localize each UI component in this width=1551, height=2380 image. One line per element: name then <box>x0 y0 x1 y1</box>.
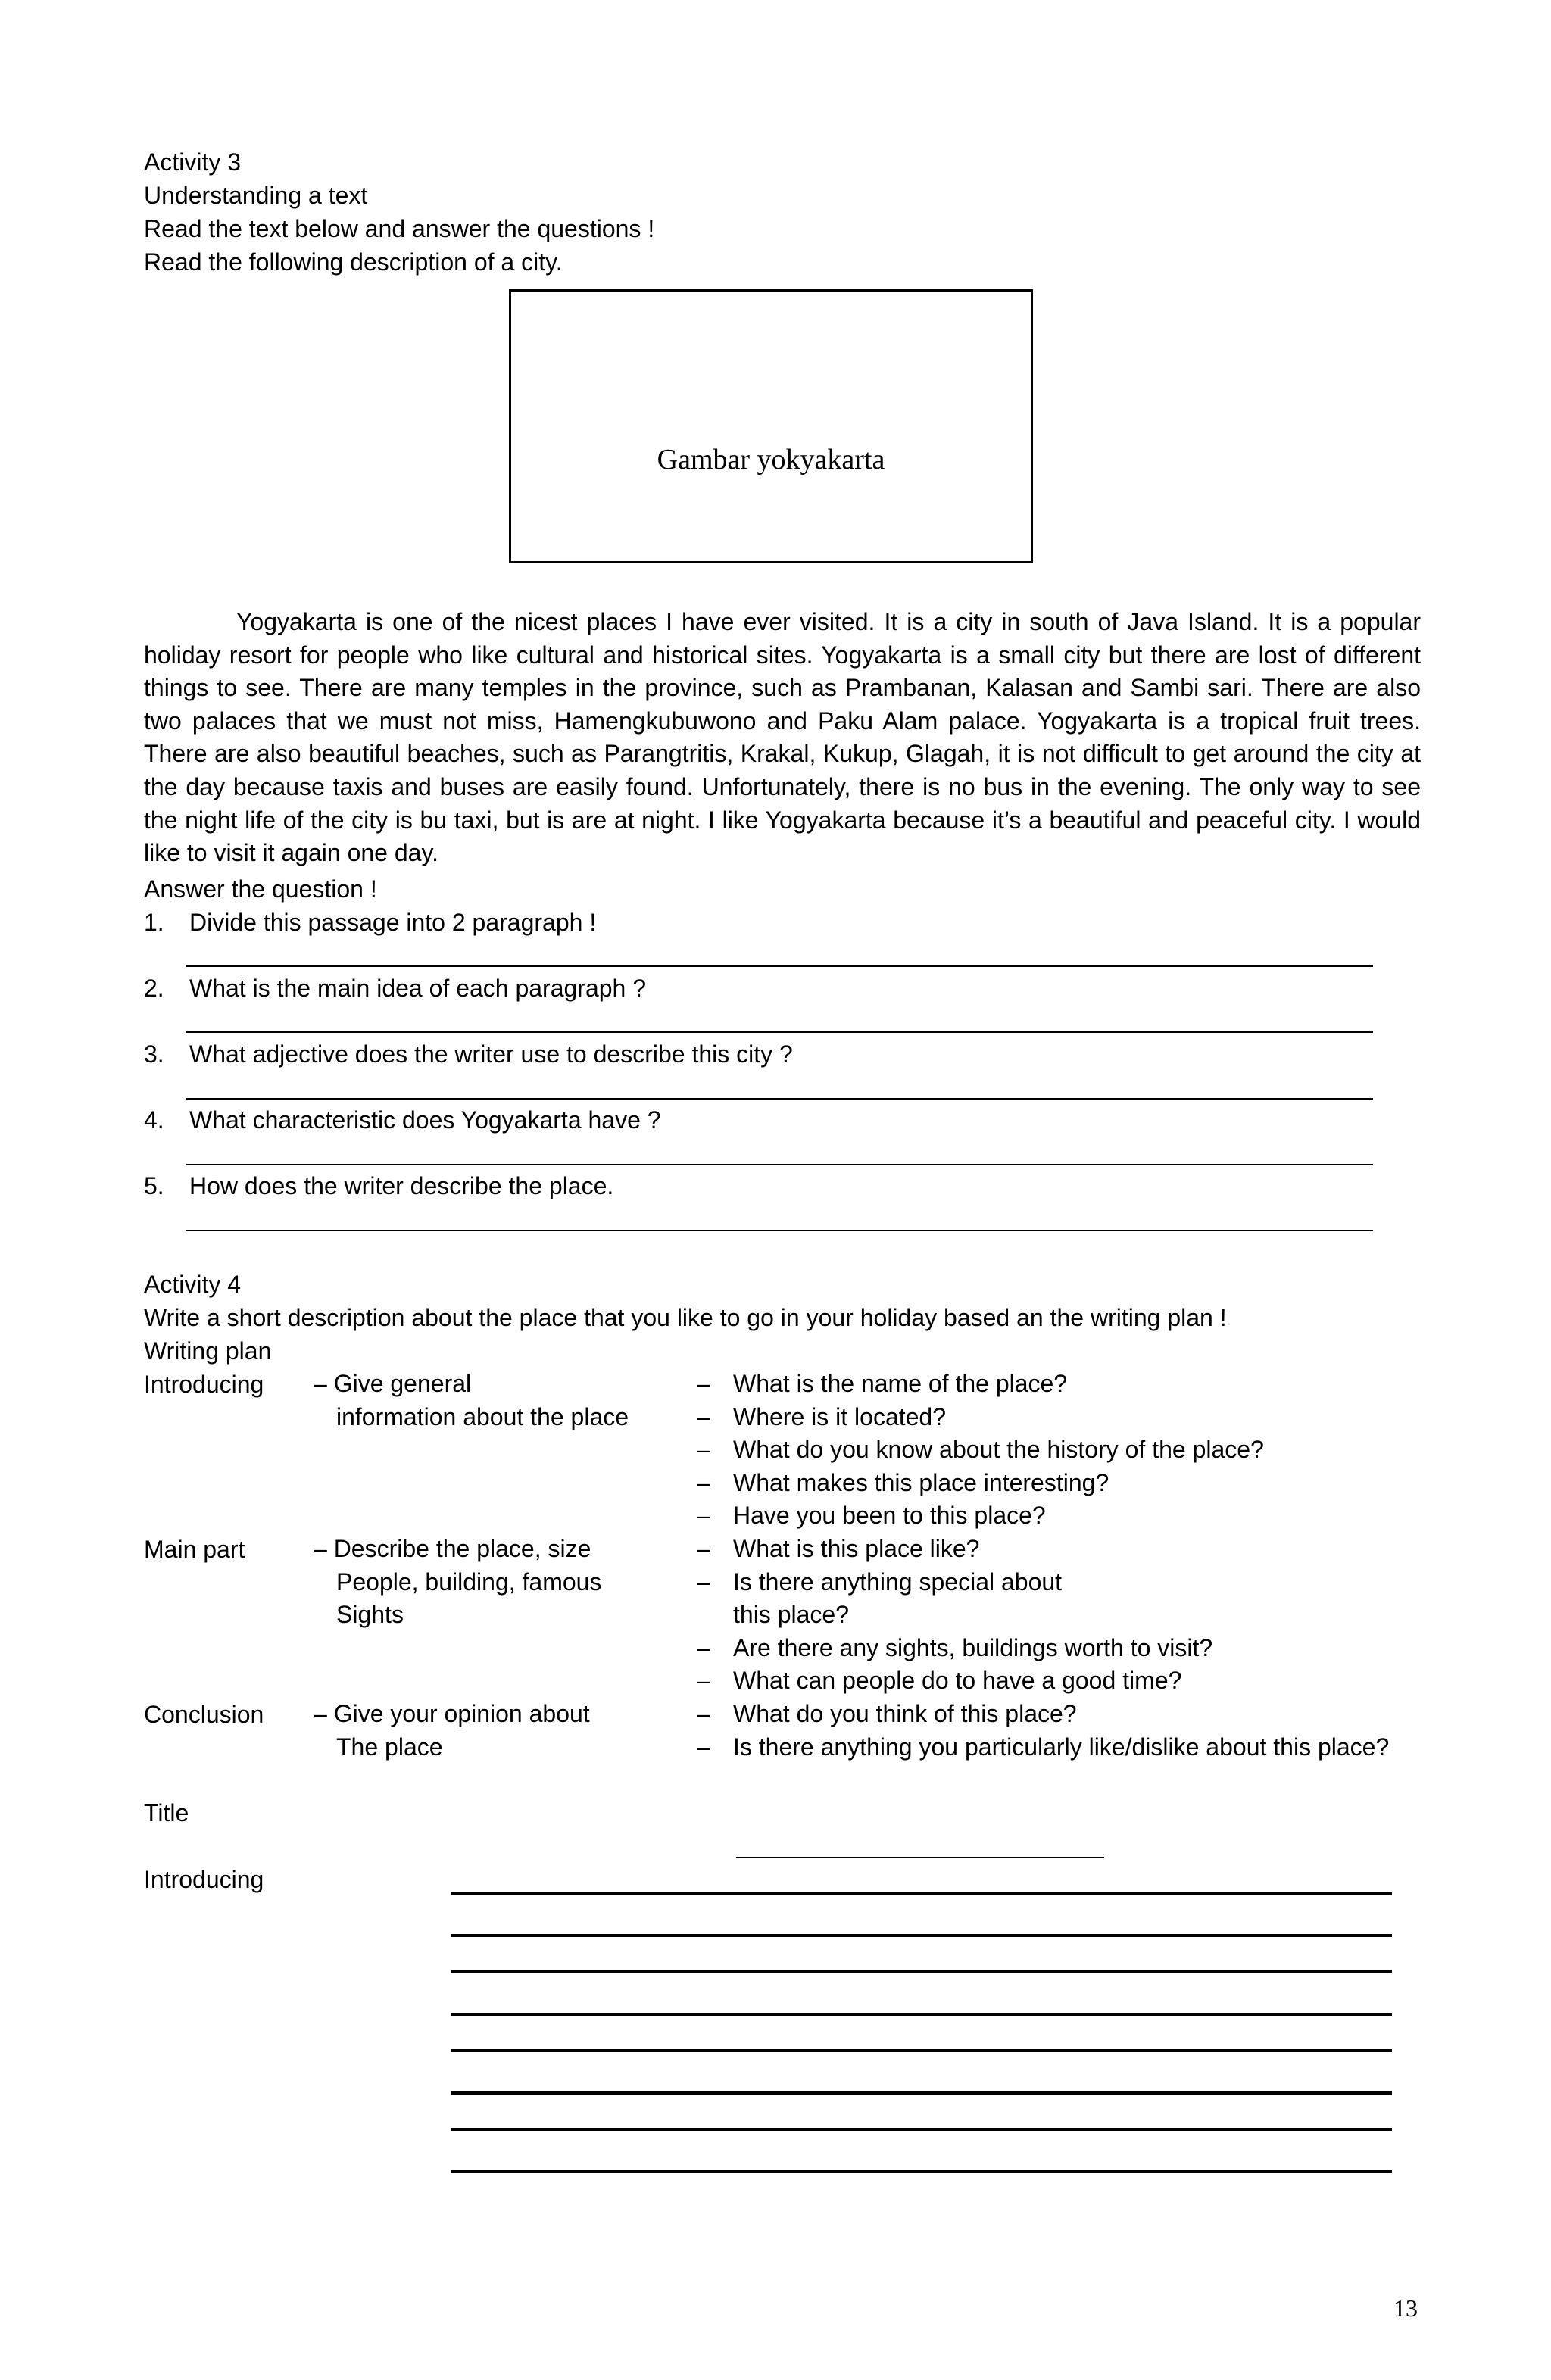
plan-desc-line: People, building, famous <box>336 1567 602 1596</box>
question-text: What characteristic does Yogyakarta have ? <box>189 1106 661 1134</box>
plan-section-questions <box>697 1368 1264 1533</box>
plan-desc-line: Sights <box>336 1601 404 1629</box>
activity3-instruction-1: Read the text below and answer the questions ! <box>144 215 655 242</box>
image-caption: Gambar yokyakarta <box>657 444 885 476</box>
plan-question: – What is this place like? <box>697 1535 980 1562</box>
question-number: 1. <box>144 909 164 936</box>
plan-desc-line: – Give general <box>314 1370 472 1397</box>
writing-line[interactable] <box>451 2091 1392 2095</box>
plan-question-continuation: this place? <box>733 1601 849 1629</box>
writing-line[interactable] <box>451 1934 1392 1937</box>
plan-question: – Is there anything you particularly like/dislike about this place? <box>697 1733 1390 1761</box>
writing-line[interactable] <box>451 1892 1392 1895</box>
plan-section-description <box>314 1698 590 1764</box>
reading-passage <box>144 606 1421 870</box>
passage-text: Yogyakarta is one of the nicest places I have ever visited. It is a city in south of Java Island. It is a popular holiday resort for people who like cultural and historical sites. Yogyakarta is a small city but there are lost of different things to see. There are many temples in the province, such as Prambanan, Kalasan and Sambi sari. There are also two palaces that we must not miss, Hamengkubuwono and Paku Alam palace. Yogyakarta is a tropical fruit trees. There are also beautiful beaches, such as Parangtritis, Krakal, Kukup, Glagah, it is not difficult to get around the city at the day because taxis and buses are easily found. Unfortunately, there is no bus in the evening. The only way to see the night life of the city is bu taxi, but is are at night. I like Yogyakarta because it’s a beautiful and peaceful city. I would like to visit it again one day. <box>144 608 1421 867</box>
plan-section-questions <box>697 1698 1389 1764</box>
writing-line[interactable] <box>451 2049 1392 2052</box>
title-label: Title <box>144 1799 189 1826</box>
plan-question: – Are there any sights, buildings worth to visit? <box>697 1633 1213 1661</box>
questions-heading: Answer the question ! <box>144 875 377 903</box>
activity3-subtitle: Understanding a text <box>144 182 368 209</box>
plan-question: – What is the name of the place? <box>697 1370 1068 1397</box>
plan-section-description <box>314 1533 601 1632</box>
plan-section-questions <box>697 1533 1212 1698</box>
plan-question: – Is there anything special about <box>697 1567 1063 1596</box>
plan-desc-line: – Describe the place, size <box>314 1535 591 1562</box>
introducing-label: Introducing <box>144 1866 264 1893</box>
activity3-header <box>144 145 654 279</box>
title-answer-line[interactable] <box>736 1857 1104 1858</box>
plan-question: – Where is it located? <box>697 1402 947 1430</box>
plan-question: – What can people do to have a good time? <box>697 1667 1182 1695</box>
question-text: Divide this passage into 2 paragraph ! <box>189 909 597 936</box>
writing-plan-heading: Writing plan <box>144 1337 272 1365</box>
answer-line[interactable] <box>186 1098 1373 1100</box>
plan-section-label: Conclusion <box>144 1701 264 1728</box>
writing-line[interactable] <box>451 2013 1392 2016</box>
plan-question: – What do you think of this place? <box>697 1700 1077 1727</box>
plan-question: – Have you been to this place? <box>697 1502 1046 1530</box>
writing-line[interactable] <box>451 2128 1392 2131</box>
answer-line[interactable] <box>186 1164 1373 1165</box>
page-number: 13 <box>1393 2294 1418 2322</box>
plan-desc-line: The place <box>336 1733 443 1761</box>
plan-section-label: Introducing <box>144 1371 264 1398</box>
activity3-title: Activity 3 <box>144 148 242 176</box>
plan-desc-line: – Give your opinion about <box>314 1700 590 1727</box>
answer-line[interactable] <box>186 1230 1373 1231</box>
plan-section-label: Main part <box>144 1536 245 1563</box>
image-placeholder <box>509 289 1033 563</box>
plan-section-description <box>314 1368 629 1433</box>
plan-question: – What do you know about the history of the place? <box>697 1436 1264 1464</box>
activity4-instruction: Write a short description about the place that you like to go in your holiday based an the writing plan ! <box>144 1304 1227 1331</box>
question-text: What adjective does the writer use to describe this city ? <box>189 1040 793 1068</box>
question-text: What is the main idea of each paragraph ? <box>189 975 647 1002</box>
question-number: 5. <box>144 1172 164 1199</box>
writing-line[interactable] <box>451 1970 1392 1973</box>
answer-line[interactable] <box>186 1031 1373 1033</box>
question-number: 4. <box>144 1106 164 1134</box>
answer-line[interactable] <box>186 965 1373 967</box>
question-number: 2. <box>144 975 164 1002</box>
plan-desc-line: information about the place <box>336 1402 629 1430</box>
writing-line[interactable] <box>451 2170 1392 2173</box>
plan-question: – What makes this place interesting? <box>697 1468 1109 1496</box>
activity3-instruction-2: Read the following description of a city. <box>144 248 563 276</box>
question-number: 3. <box>144 1040 164 1068</box>
activity4-title: Activity 4 <box>144 1271 242 1298</box>
question-text: How does the writer describe the place. <box>189 1172 614 1199</box>
